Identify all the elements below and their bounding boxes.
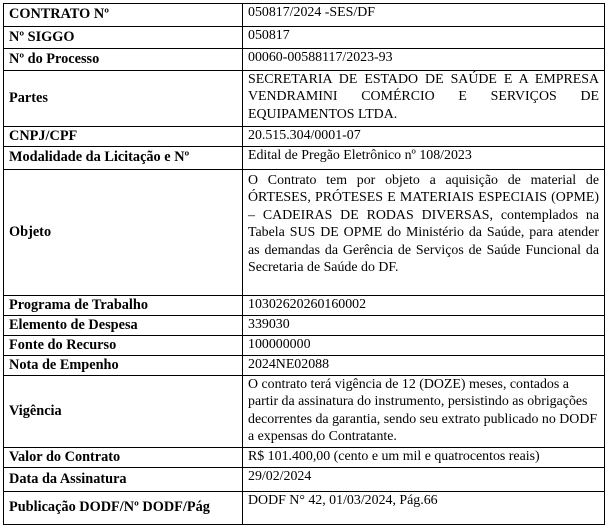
label-publicacao: Publicação DODF/Nº DODF/Pág — [4, 492, 243, 525]
value-valor: R$ 101.400,00 (cento e um mil e quatrocentos reais) — [243, 448, 605, 468]
label-programa: Programa de Trabalho — [4, 296, 243, 316]
row-publicacao — [4, 492, 605, 525]
label-elemento: Elemento de Despesa — [4, 316, 243, 336]
value-contrato: 050817/2024 -SES/DF — [243, 4, 605, 27]
row-valor — [4, 448, 605, 468]
row-vigencia — [4, 376, 605, 448]
row-elemento — [4, 316, 605, 336]
label-objeto: Objeto — [4, 170, 243, 296]
row-objeto — [4, 170, 605, 296]
row-modalidade — [4, 147, 605, 170]
row-empenho — [4, 356, 605, 376]
label-processo: Nº do Processo — [4, 49, 243, 71]
label-siggo: Nº SIGGO — [4, 27, 243, 49]
label-vigencia: Vigência — [4, 376, 243, 448]
value-programa: 10302620260160002 — [243, 296, 605, 316]
label-valor: Valor do Contrato — [4, 448, 243, 468]
label-data: Data da Assinatura — [4, 468, 243, 492]
label-fonte: Fonte do Recurso — [4, 336, 243, 356]
row-processo — [4, 49, 605, 71]
value-publicacao: DODF N° 42, 01/03/2024, Pág.66 — [243, 492, 605, 525]
value-cnpj: 20.515.304/0001-07 — [243, 127, 605, 147]
value-empenho: 2024NE02088 — [243, 356, 605, 376]
value-siggo: 050817 — [243, 27, 605, 49]
label-cnpj: CNPJ/CPF — [4, 127, 243, 147]
label-partes: Partes — [4, 71, 243, 127]
contract-summary-table — [3, 3, 605, 525]
row-data — [4, 468, 605, 492]
value-objeto: O Contrato tem por objeto a aquisição de material de ÓRTESES, PRÓTESES E MATERIAIS ESPECIAIS (OPME) – CADEIRAS DE RODAS DIVERSAS, contemplados na Tabela SUS DE OPME do Ministério da Saúde, para atender as demandas da Gerência de Serviços de Saúde Funcional da Secretaria de Saúde do DF. — [243, 170, 605, 296]
row-fonte — [4, 336, 605, 356]
value-elemento: 339030 — [243, 316, 605, 336]
value-vigencia: O contrato terá vigência de 12 (DOZE) meses, contados a partir da assinatura do instrumento, persistindo as obrigações decorrentes da garantia, sendo seu extrato publicado no DODF a expensas do Contratante. — [243, 376, 605, 448]
row-contrato — [4, 4, 605, 27]
label-contrato: CONTRATO Nº — [4, 4, 243, 27]
label-empenho: Nota de Empenho — [4, 356, 243, 376]
row-siggo — [4, 27, 605, 49]
row-partes — [4, 71, 605, 127]
value-modalidade: Edital de Pregão Eletrônico nº 108/2023 — [243, 147, 605, 170]
value-fonte: 100000000 — [243, 336, 605, 356]
value-data: 29/02/2024 — [243, 468, 605, 492]
value-processo: 00060-00588117/2023-93 — [243, 49, 605, 71]
row-programa — [4, 296, 605, 316]
label-modalidade: Modalidade da Licitação e Nº — [4, 147, 243, 170]
value-partes: SECRETARIA DE ESTADO DE SAÚDE E A EMPRESA VENDRAMINI COMÉRCIO E SERVIÇOS DE EQUIPAMENTOS LTDA. — [243, 71, 605, 127]
row-cnpj — [4, 127, 605, 147]
